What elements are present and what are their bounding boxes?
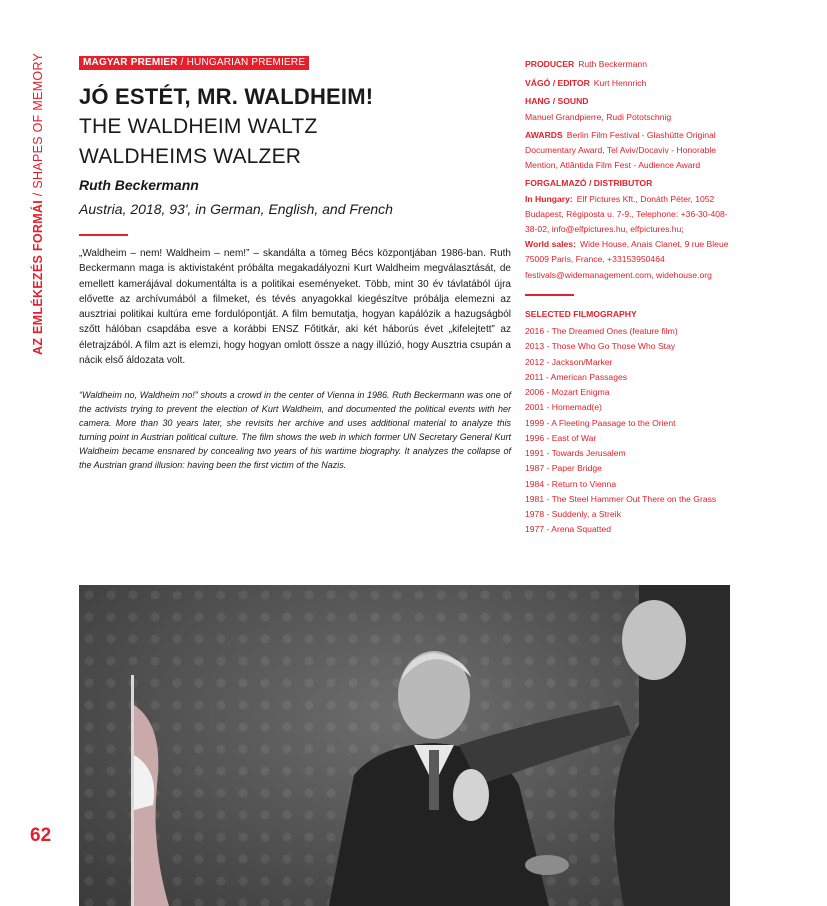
film-title-de: WALDHEIMS WALZER — [79, 145, 302, 168]
filmography-item: 2013 - Those Who Go Those Who Stay — [525, 341, 676, 352]
synopsis-en: “Waldheim no, Waldheim no!” shouts a crowd in the center of Vienna in 1986. Ruth Beckermann was one of the activists trying to prevent the election of Kurt Waldheim, and documented the political events with her camera. More than 30 years later, she revisits her archive and uses additional material to analyze this turning point in Austrian political culture. The film shows the web in which former UN Secretary General Kurt Waldheim became ensnared by concealing two years of his wartime biography. It analyzes the collapse of the Austrian grand illusion: having been the first victim of the Nazis. — [79, 390, 511, 470]
credit-producer: PRODUCER Ruth Beckermann — [525, 59, 647, 69]
film-meta: Austria, 2018, 93', in German, English, and French — [79, 201, 393, 217]
filmography-item: 1999 - A Fleeting Paasage to the Orient — [525, 417, 676, 428]
filmography-item: 2006 - Mozart Enigma — [525, 387, 610, 397]
filmography-title: SELECTED FILMOGRAPHY — [525, 309, 637, 319]
credit-sound: Manuel Grandpierre, Rudi Pototschnig — [525, 111, 672, 122]
divider-right — [525, 294, 574, 296]
filmography-item: 1996 - East of War — [525, 432, 597, 443]
filmography-list — [525, 324, 716, 538]
divider-left — [79, 234, 128, 236]
filmography-item: 1984 - Return to Vienna — [525, 478, 617, 489]
credit-distributor-label: FORGALMAZÓ / DISTRIBUTOR — [525, 178, 653, 189]
film-still — [79, 585, 730, 906]
credit-sound-label: HANG / SOUND — [525, 96, 589, 107]
filmography-item: 1987 - Paper Bridge — [525, 463, 602, 474]
section-label: AZ EMLÉKEZÉS FORMÁI / SHAPES OF MEMORY — [31, 52, 45, 355]
credit-hungary: In Hungary: Elf Pictures Kft., Donáth Péter, 1052 Budapest, Régiposta u. 7-9., Telephone: +36-30-408-38-02, info@elfpictures.hu, elfpictures.hu; — [525, 193, 728, 235]
film-still-illustration — [79, 585, 730, 906]
credit-awards: AWARDS Berlin Film Festival - Glashütte Original Documentary Award, Tel Aviv/Docaviv - Honorable Mention, Atlântida Film Fest - Audience Award — [525, 129, 717, 171]
section-label-hu: AZ EMLÉKEZÉS FORMÁI — [31, 199, 45, 355]
credits-block — [525, 57, 735, 283]
credit-world: World sales: Wide House, Anais Clanet, 9 rue Bleue 75009 Paris, France, +33153950464 festivals@widemanagement.com, widehouse.org — [525, 239, 729, 280]
filmography-item: 1977 - Arena Squatted — [525, 524, 612, 535]
director-name: Ruth Beckermann — [79, 177, 199, 193]
page-number: 62 — [30, 825, 52, 846]
filmography-item: 1991 - Towards Jerusalem — [525, 448, 626, 458]
filmography-item: 2012 - Jackson/Marker — [525, 356, 613, 367]
premiere-badge: MAGYAR PREMIER / HUNGARIAN PREMIERE — [79, 56, 309, 70]
filmography-item: 2001 - Homemad(e) — [525, 402, 602, 413]
credit-editor: VÁGÓ / EDITOR Kurt Hennrich — [525, 78, 647, 89]
synopsis-hu: „Waldheim – nem! Waldheim – nem!” – skandálta a tömeg Bécs központjában 1986-ban. Ruth Beckermann maga is aktivistaként próbálta megakadályozni Kurt Waldheim megválasztását, de emellett kamerájával dokumentálta is a politikai eseményeket. Több, mint 30 év távlatából újra elővette az archívumából a filmeket, és tévés anyagokkal kiegészítve próbálja elemezni az ausztriai politikai kultúra eme fordulópontját. A film bemutatja, hogyan kapálózik a hazugságból szőtt hálóban csapdába esve a korábbi ENSZ Főtitkár, aki két háborús évet „kifelejtett” az életrajzából. A film azt is elemzi, hogy hogyan omlott össze a nagy illúzió, hogy Ausztria csupán a nácik első áldozata volt. — [79, 248, 511, 367]
filmography-item: 1981 - The Steel Hammer Out There on the Grass — [525, 493, 717, 504]
film-title-en: THE WALDHEIM WALTZ — [79, 115, 318, 138]
filmography-item: 2011 - American Passages — [525, 371, 628, 382]
filmography-item: 1978 - Suddenly, a Streik — [525, 509, 621, 519]
filmography-item: 2016 - The Dreamed Ones (feature film) — [525, 326, 678, 336]
film-title-hu: JÓ ESTÉT, MR. WALDHEIM! — [79, 84, 374, 109]
section-label-en: SHAPES OF MEMORY — [31, 52, 45, 189]
